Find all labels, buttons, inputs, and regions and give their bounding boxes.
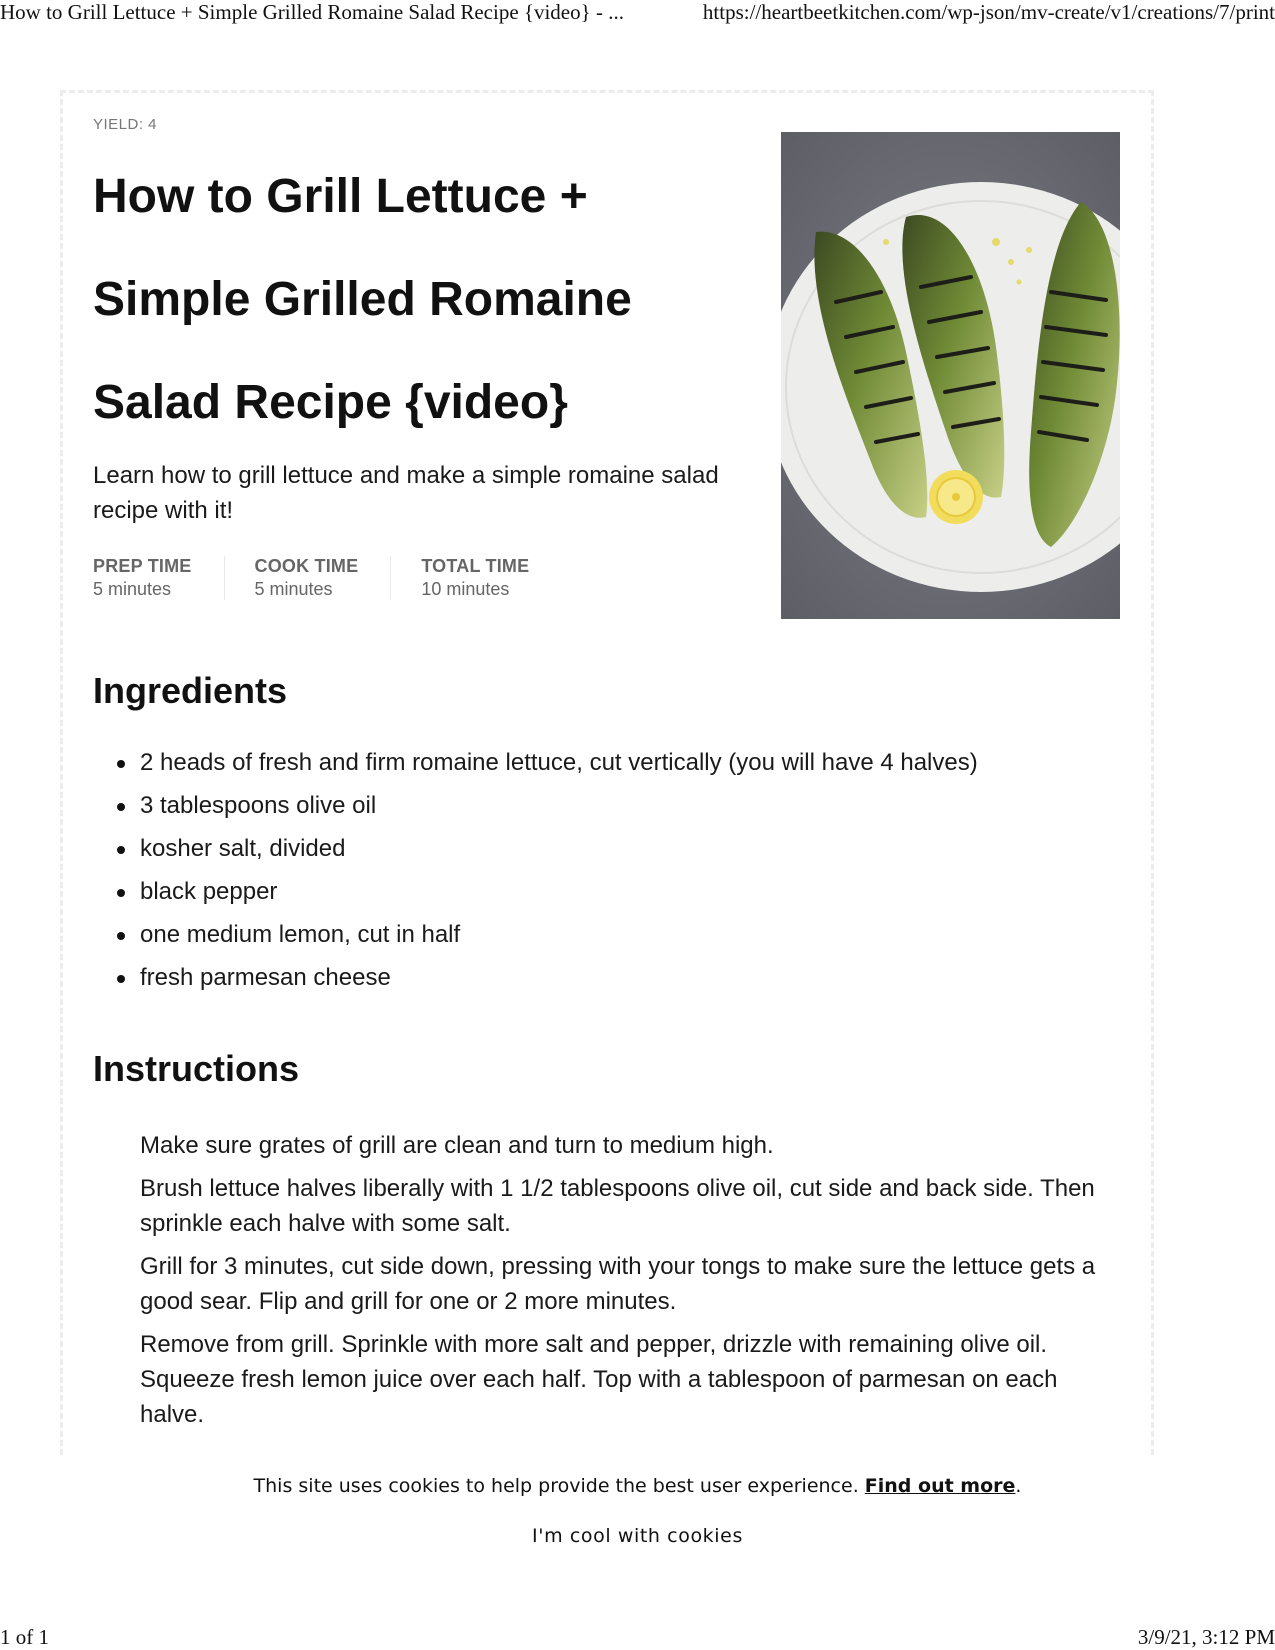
instruction-step: Grill for 3 minutes, cut side down, pressing with your tongs to make sure the lettuce gets a good sear. Flip and grill for one or 2 more minutes. xyxy=(140,1253,1096,1315)
instruction-step: Remove from grill. Sprinkle with more salt and pepper, drizzle with remaining olive oil. Squeeze fresh lemon juice over each half. Top with a tablespoon of parmesan on each halve. xyxy=(140,1331,1058,1428)
print-footer-datetime: 3/9/21, 3:12 PM xyxy=(1137,1625,1275,1649)
cookie-period: . xyxy=(1015,1475,1022,1497)
prep-time-label: PREP TIME xyxy=(93,556,192,576)
ingredient-item: black pepper xyxy=(113,877,1113,907)
instructions-heading: Instructions xyxy=(93,1048,300,1089)
prep-time-value: 5 minutes xyxy=(93,579,172,599)
cook-time-label: COOK TIME xyxy=(254,556,359,576)
recipe-times xyxy=(93,556,591,600)
print-footer-page-count: 1 of 1 xyxy=(0,1625,49,1649)
prep-time xyxy=(93,556,225,600)
cookie-banner xyxy=(0,1475,1275,1497)
cookie-accept-button[interactable]: I'm cool with cookies xyxy=(532,1525,743,1547)
ingredient-item: kosher salt, divided xyxy=(113,834,1113,864)
recipe-title: How to Grill Lettuce + Simple Grilled Romaine Salad Recipe {video} xyxy=(93,170,632,429)
ingredient-item: 2 heads of fresh and firm romaine lettuce, cut vertically (you will have 4 halves) xyxy=(113,748,1113,778)
total-time xyxy=(421,556,561,600)
recipe-photo xyxy=(781,132,1120,619)
recipe-yield: YIELD: 4 xyxy=(93,116,158,133)
cook-time-value: 5 minutes xyxy=(254,579,333,599)
total-time-value: 10 minutes xyxy=(421,579,510,599)
print-header-title: How to Grill Lettuce + Simple Grilled Romaine Salad Recipe {video} - ... xyxy=(0,0,624,24)
cookie-accept-row xyxy=(0,1525,1275,1547)
lemon-half xyxy=(929,470,983,524)
cookie-message: This site uses cookies to help provide the best user experience. xyxy=(253,1475,859,1497)
instruction-step: Brush lettuce halves liberally with 1 1/2 tablespoons olive oil, cut side and back side. Then sprinkle each halve with some salt. xyxy=(140,1175,1095,1237)
cook-time xyxy=(255,556,392,600)
print-header-url: https://heartbeetkitchen.com/wp-json/mv-create/v1/creations/7/print xyxy=(702,0,1275,24)
ingredient-item: 3 tablespoons olive oil xyxy=(113,791,1113,821)
ingredient-list xyxy=(113,748,1113,1006)
ingredients-heading: Ingredients xyxy=(93,670,288,711)
ingredient-item: one medium lemon, cut in half xyxy=(113,920,1113,950)
cookie-find-out-more-link[interactable]: Find out more xyxy=(864,1475,1016,1497)
instruction-step: Make sure grates of grill are clean and turn to medium high. xyxy=(140,1132,774,1159)
recipe-summary: Learn how to grill lettuce and make a simple romaine salad recipe with it! xyxy=(93,462,719,524)
total-time-label: TOTAL TIME xyxy=(421,556,530,576)
grilled-romaine-photo xyxy=(781,132,1120,619)
instruction-list xyxy=(140,1128,1120,1440)
ingredient-item: fresh parmesan cheese xyxy=(113,963,1113,993)
